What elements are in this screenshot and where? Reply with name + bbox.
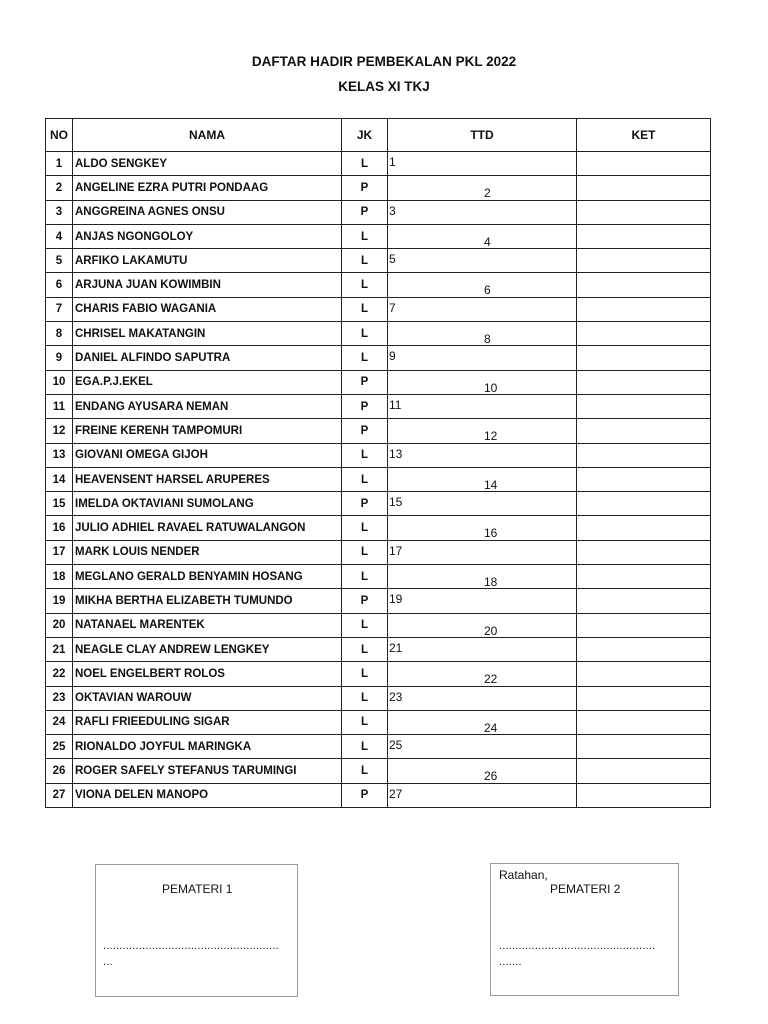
row-number: 15 [46,492,73,516]
gender-code: P [342,492,388,516]
table-row [46,735,711,759]
signature-number: 10 [484,380,498,395]
signature-place: Ratahan, [499,868,548,882]
signature-cell[interactable] [388,224,577,248]
remarks-cell[interactable] [577,516,711,540]
remarks-cell[interactable] [577,322,711,346]
row-number: 23 [46,686,73,710]
signature-number: 15 [389,495,403,510]
signature-cell[interactable] [388,735,577,759]
signature-cell[interactable] [388,200,577,224]
remarks-cell[interactable] [577,249,711,273]
gender-code: L [342,710,388,734]
signature-number: 3 [389,203,396,218]
signature-number: 26 [484,769,498,784]
table-row [46,589,711,613]
signature-number: 9 [389,349,396,364]
remarks-cell[interactable] [577,710,711,734]
signature-line-pemateri-1: ...................................................... [103,940,279,952]
row-number: 25 [46,735,73,759]
student-name: OKTAVIAN WAROUW [73,686,342,710]
row-number: 4 [46,224,73,248]
row-number: 17 [46,540,73,564]
signature-number: 8 [484,332,491,347]
table-row [46,710,711,734]
gender-code: L [342,224,388,248]
table-row [46,467,711,491]
table-row [46,613,711,637]
gender-code: L [342,249,388,273]
gender-code: L [342,273,388,297]
signature-cell[interactable] [388,419,577,443]
student-name: ARFIKO LAKAMUTU [73,249,342,273]
signature-cell[interactable] [388,662,577,686]
signature-number: 19 [389,592,403,607]
student-name: ARJUNA JUAN KOWIMBIN [73,273,342,297]
signature-cell[interactable] [388,467,577,491]
row-number: 2 [46,176,73,200]
gender-code: P [342,783,388,807]
table-row [46,686,711,710]
table-row [46,394,711,418]
remarks-cell[interactable] [577,589,711,613]
student-name: NOEL ENGELBERT ROLOS [73,662,342,686]
header-ttd: TTD [388,119,577,152]
signature-cell[interactable] [388,540,577,564]
student-name: MIKHA BERTHA ELIZABETH TUMUNDO [73,589,342,613]
remarks-cell[interactable] [577,565,711,589]
signature-cell[interactable] [388,710,577,734]
signature-number: 17 [389,543,403,558]
gender-code: L [342,540,388,564]
signature-line-pemateri-2: ................................................ [499,940,656,952]
remarks-cell[interactable] [577,200,711,224]
signature-cell[interactable] [388,346,577,370]
signature-cell[interactable] [388,613,577,637]
table-row [46,783,711,807]
table-row [46,176,711,200]
signature-cell[interactable] [388,759,577,783]
gender-code: L [342,322,388,346]
student-name: ALDO SENGKEY [73,152,342,176]
student-name: MEGLANO GERALD BENYAMIN HOSANG [73,565,342,589]
signature-number: 25 [389,738,403,753]
signature-cell[interactable] [388,152,577,176]
signature-cell[interactable] [388,297,577,321]
gender-code: L [342,297,388,321]
gender-code: L [342,686,388,710]
row-number: 5 [46,249,73,273]
table-row [46,759,711,783]
table-row [46,224,711,248]
signature-label-pemateri-1: PEMATERI 1 [162,882,233,896]
row-number: 26 [46,759,73,783]
student-name: MARK LOUIS NENDER [73,540,342,564]
signature-number: 27 [389,786,403,801]
gender-code: L [342,613,388,637]
signature-cell[interactable] [388,492,577,516]
remarks-cell[interactable] [577,346,711,370]
gender-code: L [342,516,388,540]
table-row [46,370,711,394]
remarks-cell[interactable] [577,613,711,637]
row-number: 9 [46,346,73,370]
student-name: DANIEL ALFINDO SAPUTRA [73,346,342,370]
gender-code: L [342,152,388,176]
gender-code: P [342,200,388,224]
header-no: NO [46,119,73,152]
remarks-cell[interactable] [577,224,711,248]
student-name: ENDANG AYUSARA NEMAN [73,394,342,418]
row-number: 22 [46,662,73,686]
table-row [46,249,711,273]
signature-number: 16 [484,526,498,541]
student-name: ANJAS NGONGOLOY [73,224,342,248]
signature-number: 7 [389,300,396,315]
signature-number: 6 [484,283,491,298]
signature-number: 21 [389,640,403,655]
remarks-cell[interactable] [577,370,711,394]
remarks-cell[interactable] [577,759,711,783]
signature-number: 18 [484,575,498,590]
signature-cell[interactable] [388,637,577,661]
table-row [46,662,711,686]
table-row [46,443,711,467]
table-row [46,273,711,297]
signature-number: 12 [484,429,498,444]
student-name: ANGGREINA AGNES ONSU [73,200,342,224]
row-number: 3 [46,200,73,224]
table-row [46,346,711,370]
table-row [46,540,711,564]
row-number: 20 [46,613,73,637]
table-row [46,637,711,661]
remarks-cell[interactable] [577,492,711,516]
signature-number: 23 [389,689,403,704]
signature-number: 4 [484,234,491,249]
gender-code: L [342,565,388,589]
remarks-cell[interactable] [577,419,711,443]
gender-code: L [342,346,388,370]
row-number: 10 [46,370,73,394]
signature-number: 2 [484,186,491,201]
row-number: 14 [46,467,73,491]
header-jk: JK [342,119,388,152]
signature-cell[interactable] [388,565,577,589]
row-number: 1 [46,152,73,176]
signature-cell[interactable] [388,322,577,346]
signature-cell[interactable] [388,176,577,200]
signature-number: 14 [484,477,498,492]
row-number: 21 [46,637,73,661]
table-row [46,297,711,321]
signature-line-pemateri-2-cont: ....... [499,956,522,968]
signature-cell[interactable] [388,686,577,710]
student-name: RAFLI FRIEEDULING SIGAR [73,710,342,734]
signature-cell[interactable] [388,249,577,273]
row-number: 12 [46,419,73,443]
table-row [46,419,711,443]
header-ket: KET [577,119,711,152]
remarks-cell[interactable] [577,783,711,807]
document-subtitle: KELAS XI TKJ [338,79,430,94]
signature-cell[interactable] [388,516,577,540]
gender-code: L [342,443,388,467]
table-row [46,200,711,224]
row-number: 7 [46,297,73,321]
row-number: 8 [46,322,73,346]
remarks-cell[interactable] [577,273,711,297]
signature-cell[interactable] [388,273,577,297]
row-number: 24 [46,710,73,734]
remarks-cell[interactable] [577,443,711,467]
signature-number: 24 [484,720,498,735]
remarks-cell[interactable] [577,297,711,321]
table-row [46,516,711,540]
row-number: 13 [46,443,73,467]
signature-number: 5 [389,252,396,267]
signature-box-pemateri-1 [95,864,298,997]
table-row [46,565,711,589]
header-nama: NAMA [73,119,342,152]
document-title: DAFTAR HADIR PEMBEKALAN PKL 2022 [251,54,517,69]
student-name: RIONALDO JOYFUL MARINGKA [73,735,342,759]
remarks-cell[interactable] [577,637,711,661]
student-name: CHRISEL MAKATANGIN [73,322,342,346]
student-name: HEAVENSENT HARSEL ARUPERES [73,467,342,491]
table-row [46,152,711,176]
remarks-cell[interactable] [577,662,711,686]
student-name: NEAGLE CLAY ANDREW LENGKEY [73,637,342,661]
student-name: CHARIS FABIO WAGANIA [73,297,342,321]
student-name: VIONA DELEN MANOPO [73,783,342,807]
signature-number: 13 [389,446,403,461]
remarks-cell[interactable] [577,467,711,491]
signature-cell[interactable] [388,394,577,418]
gender-code: P [342,589,388,613]
student-name: JULIO ADHIEL RAVAEL RATUWALANGON [73,516,342,540]
gender-code: L [342,759,388,783]
gender-code: L [342,735,388,759]
remarks-cell[interactable] [577,394,711,418]
table-row [46,322,711,346]
row-number: 27 [46,783,73,807]
row-number: 18 [46,565,73,589]
gender-code: P [342,176,388,200]
gender-code: P [342,419,388,443]
row-number: 19 [46,589,73,613]
table-header-row [46,119,711,152]
student-name: ANGELINE EZRA PUTRI PONDAAG [73,176,342,200]
row-number: 11 [46,394,73,418]
attendance-table [45,118,711,808]
gender-code: L [342,637,388,661]
signature-cell[interactable] [388,783,577,807]
row-number: 16 [46,516,73,540]
signature-label-pemateri-2: PEMATERI 2 [550,882,621,896]
gender-code: P [342,394,388,418]
gender-code: L [342,662,388,686]
remarks-cell[interactable] [577,686,711,710]
signature-box-pemateri-2 [490,863,679,996]
remarks-cell[interactable] [577,735,711,759]
remarks-cell[interactable] [577,540,711,564]
gender-code: L [342,467,388,491]
signature-cell[interactable] [388,589,577,613]
student-name: NATANAEL MARENTEK [73,613,342,637]
student-name: ROGER SAFELY STEFANUS TARUMINGI [73,759,342,783]
student-name: IMELDA OKTAVIANI SUMOLANG [73,492,342,516]
signature-cell[interactable] [388,443,577,467]
student-name: GIOVANI OMEGA GIJOH [73,443,342,467]
table-row [46,492,711,516]
remarks-cell[interactable] [577,152,711,176]
gender-code: P [342,370,388,394]
signature-number: 22 [484,672,498,687]
remarks-cell[interactable] [577,176,711,200]
signature-cell[interactable] [388,370,577,394]
signature-number: 11 [389,397,402,412]
signature-number: 1 [389,155,396,169]
signature-line-pemateri-1-cont: ... [103,956,113,968]
student-name: FREINE KERENH TAMPOMURI [73,419,342,443]
row-number: 6 [46,273,73,297]
signature-number: 20 [484,623,498,638]
student-name: EGA.P.J.EKEL [73,370,342,394]
